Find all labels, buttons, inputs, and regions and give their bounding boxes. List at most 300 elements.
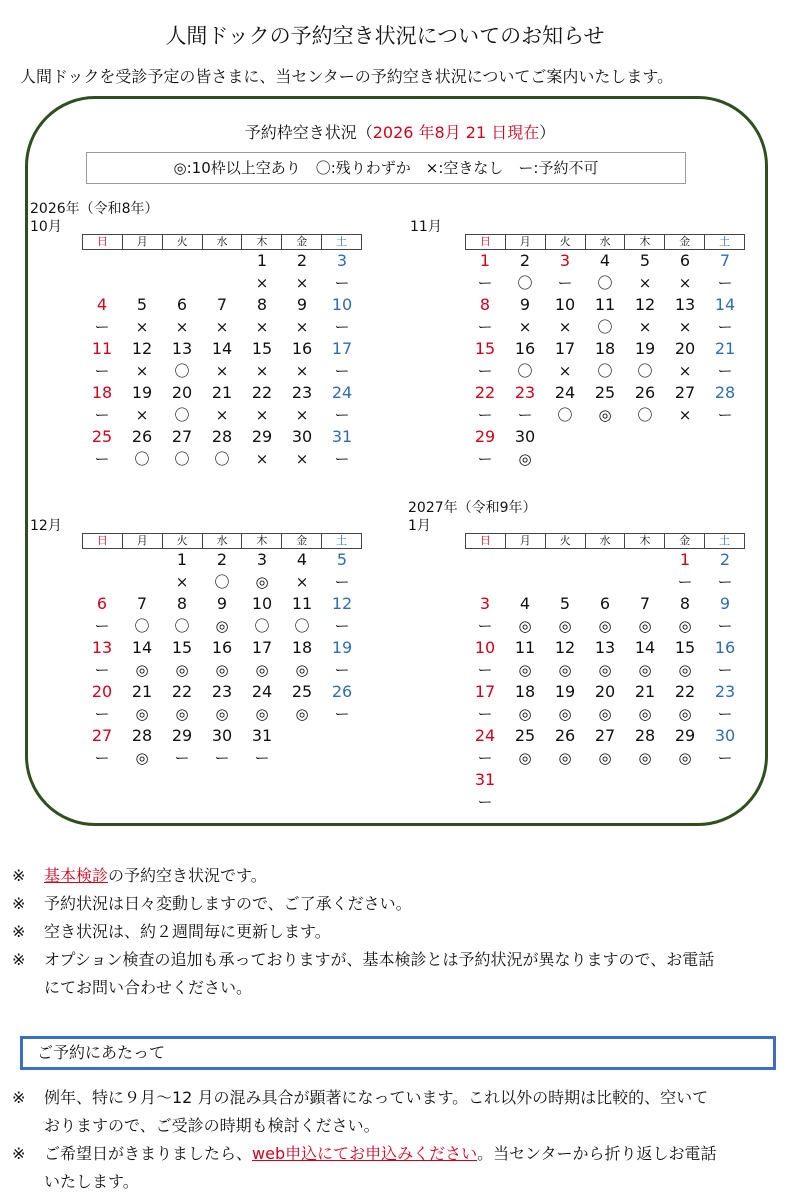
calendar-week: [82, 250, 362, 294]
note-2: [12, 890, 714, 918]
availability-status: ー: [477, 705, 493, 723]
availability-status: ◎: [215, 661, 229, 679]
day-number: 25: [594, 383, 616, 402]
note-2-text: 予約状況は日々変動しますので、ご了承ください。: [44, 894, 412, 913]
booking-note-2: [12, 1140, 797, 1168]
availability-status: ー: [94, 318, 110, 336]
day-number: [705, 426, 745, 448]
day-number: 8: [256, 295, 268, 314]
weekday-label: 月: [122, 235, 162, 249]
page-title: 人間ドックの予約空き状況についてのお知らせ: [165, 24, 605, 48]
availability-status: ◎: [255, 661, 269, 679]
day-number: 18: [91, 383, 113, 402]
availability-status: [705, 791, 745, 813]
weekday-label: 日: [96, 235, 108, 248]
availability-status: 〇: [134, 450, 150, 468]
day-number: 29: [474, 427, 496, 446]
day-number: 21: [634, 682, 656, 701]
day-number: 4: [599, 251, 611, 270]
weekday-label: 月: [505, 235, 545, 249]
day-number: 15: [474, 339, 496, 358]
availability-status: [625, 448, 665, 470]
availability-status: ×: [215, 406, 229, 424]
note-3: [12, 918, 714, 946]
availability-status: [505, 571, 545, 593]
availability-status: ◎: [638, 705, 652, 723]
weekday-header: [465, 533, 745, 549]
note-mark: ※: [12, 922, 26, 941]
availability-status: ◎: [558, 749, 572, 767]
availability-status: ×: [175, 318, 189, 336]
weekday-label: 土: [704, 235, 744, 249]
day-number: 3: [336, 251, 348, 270]
availability-status: ×: [678, 362, 692, 380]
availability-status: [585, 571, 625, 593]
availability-status: ー: [717, 661, 733, 679]
availability-status: ◎: [135, 705, 149, 723]
day-number: 25: [514, 726, 536, 745]
availability-status: ー: [477, 793, 493, 811]
notes-section: [12, 862, 714, 1002]
availability-status: ×: [255, 450, 269, 468]
calendar-week: [82, 549, 362, 593]
day-number: 9: [296, 295, 308, 314]
calendar-week: [82, 294, 362, 338]
booking-heading: ご予約にあたって: [20, 1036, 776, 1070]
availability-status: 〇: [637, 362, 653, 380]
availability-status: ×: [255, 274, 269, 292]
day-number: [625, 769, 665, 791]
availability-status: ×: [215, 318, 229, 336]
availability-status: ー: [477, 661, 493, 679]
weekday-label: 水: [202, 235, 242, 249]
booking-note-1-text: 例年、特に９月～12 月の混み具合が顕著になっています。これ以外の時期は比較的、空いて: [44, 1088, 709, 1107]
availability-status: ◎: [215, 705, 229, 723]
day-number: 19: [554, 682, 576, 701]
availability-status: 〇: [174, 617, 190, 635]
day-number: 31: [251, 726, 273, 745]
note-mark: ※: [12, 894, 26, 913]
day-number: 15: [674, 638, 696, 657]
availability-status: ◎: [598, 406, 612, 424]
availability-status: ◎: [558, 661, 572, 679]
availability-status: ×: [215, 362, 229, 380]
availability-status: ×: [295, 450, 309, 468]
availability-status: ー: [334, 617, 350, 635]
day-number: 28: [131, 726, 153, 745]
calendar-december: [82, 533, 362, 769]
note-4-text-cont: にてお問い合わせください。: [44, 978, 253, 997]
calendar-november: [465, 234, 745, 470]
day-number: 13: [171, 339, 193, 358]
day-number: 10: [251, 594, 273, 613]
calendar-week: [465, 725, 745, 769]
booking-note-1-cont: [12, 1112, 797, 1140]
day-number: 9: [719, 594, 731, 613]
day-number: 11: [291, 594, 313, 613]
availability-status: [122, 571, 162, 593]
availability-status: 〇: [637, 406, 653, 424]
day-number: 17: [474, 682, 496, 701]
note-mark: ※: [12, 1144, 26, 1163]
availability-status: ◎: [175, 705, 189, 723]
day-number: 9: [519, 295, 531, 314]
day-number: 22: [251, 383, 273, 402]
availability-status: [82, 571, 122, 593]
day-number: 23: [291, 383, 313, 402]
availability-status: 〇: [214, 573, 230, 591]
year-label-2027: 2027年（令和9年）: [408, 500, 537, 516]
availability-status: [465, 571, 505, 593]
calendar-week: [82, 593, 362, 637]
day-number: 25: [91, 427, 113, 446]
availability-status: [82, 272, 122, 294]
calendar-week: [82, 382, 362, 426]
note-1: [12, 862, 714, 890]
day-number: 23: [514, 383, 536, 402]
day-number: 5: [559, 594, 571, 613]
availability-status: 〇: [557, 406, 573, 424]
day-number: 13: [594, 638, 616, 657]
availability-status: ー: [94, 705, 110, 723]
availability-status: ×: [255, 406, 269, 424]
availability-status: 〇: [517, 274, 533, 292]
day-number: 22: [674, 682, 696, 701]
weekday-label: 日: [479, 534, 491, 547]
status-heading-suffix: ）: [539, 123, 556, 142]
day-number: 14: [634, 638, 656, 657]
availability-status: ◎: [518, 450, 532, 468]
day-number: 19: [331, 638, 353, 657]
booking-notes: [12, 1084, 797, 1196]
availability-status: ー: [717, 318, 733, 336]
availability-status: [625, 571, 665, 593]
day-number: 12: [634, 295, 656, 314]
availability-status: ×: [255, 362, 269, 380]
availability-status: [585, 791, 625, 813]
availability-status: [585, 448, 625, 470]
availability-status: ×: [135, 406, 149, 424]
calendar-week: [465, 593, 745, 637]
availability-status: ◎: [558, 617, 572, 635]
note-4-text: オプション検査の追加も承っておりますが、基本検診とは予約状況が異なりますので、お電話: [44, 950, 715, 969]
web-application-link[interactable]: web申込にてお申込みください: [252, 1144, 478, 1163]
availability-status: ー: [334, 274, 350, 292]
day-number: 7: [639, 594, 651, 613]
availability-status: ◎: [638, 617, 652, 635]
calendar-week: [465, 294, 745, 338]
day-number: 11: [91, 339, 113, 358]
day-number: 24: [474, 726, 496, 745]
calendar-october: [82, 234, 362, 470]
availability-status: 〇: [597, 318, 613, 336]
day-number: [625, 549, 665, 571]
day-number: 10: [331, 295, 353, 314]
day-number: 30: [514, 427, 536, 446]
day-number: 6: [679, 251, 691, 270]
weekday-label: 月: [505, 534, 545, 548]
availability-status: 〇: [517, 362, 533, 380]
calendar-week: [82, 681, 362, 725]
availability-status: ◎: [215, 617, 229, 635]
day-number: 3: [479, 594, 491, 613]
calendar-week: [465, 681, 745, 725]
calendar-week: [82, 338, 362, 382]
day-number: 3: [559, 251, 571, 270]
day-number: 4: [296, 550, 308, 569]
day-number: [82, 549, 122, 571]
day-number: 10: [554, 295, 576, 314]
weekday-header: [82, 533, 362, 549]
availability-status: ×: [558, 362, 572, 380]
month-label-dec: 12月: [30, 518, 62, 534]
availability-status: ◎: [255, 705, 269, 723]
calendar-week: [82, 637, 362, 681]
availability-status: ー: [477, 450, 493, 468]
availability-status: ー: [677, 573, 693, 591]
availability-status: ー: [557, 274, 573, 292]
calendar-week: [82, 426, 362, 470]
month-label-jan: 1月: [408, 518, 431, 534]
calendar-week: [465, 250, 745, 294]
weekday-label: 土: [321, 534, 361, 548]
status-heading-prefix: 予約枠空き状況（: [244, 123, 373, 142]
day-number: 18: [594, 339, 616, 358]
day-number: 7: [136, 594, 148, 613]
availability-status: ◎: [678, 749, 692, 767]
day-number: [505, 769, 545, 791]
availability-status: ×: [638, 318, 652, 336]
availability-status: ー: [477, 318, 493, 336]
availability-status: [282, 747, 322, 769]
availability-status: ー: [717, 573, 733, 591]
availability-status: ×: [295, 406, 309, 424]
availability-status: ー: [214, 749, 230, 767]
availability-status: ー: [334, 318, 350, 336]
availability-status: ×: [295, 274, 309, 292]
day-number: 14: [211, 339, 233, 358]
availability-status: [122, 272, 162, 294]
availability-status: 〇: [254, 617, 270, 635]
weekday-label: 木: [241, 534, 281, 548]
day-number: 18: [514, 682, 536, 701]
calendar-week: [465, 637, 745, 681]
availability-status: ×: [678, 318, 692, 336]
day-number: 1: [256, 251, 268, 270]
weekday-label: 金: [281, 235, 321, 249]
availability-status: 〇: [597, 362, 613, 380]
day-number: [505, 549, 545, 571]
availability-status: ー: [517, 406, 533, 424]
availability-status: ー: [717, 705, 733, 723]
availability-status: 〇: [214, 450, 230, 468]
weekday-label: 木: [624, 534, 664, 548]
weekday-label: 火: [162, 534, 202, 548]
day-number: 2: [519, 251, 531, 270]
availability-status: ×: [678, 274, 692, 292]
day-number: [282, 725, 322, 747]
day-number: 29: [171, 726, 193, 745]
day-number: 16: [714, 638, 736, 657]
day-number: 30: [291, 427, 313, 446]
day-number: 30: [714, 726, 736, 745]
day-number: 24: [554, 383, 576, 402]
day-number: [122, 549, 162, 571]
availability-status: ◎: [518, 705, 532, 723]
booking-note-2-post: 。当センターから折り返しお電話: [477, 1144, 717, 1163]
availability-status: ×: [135, 362, 149, 380]
calendar-week: [465, 549, 745, 593]
day-number: [585, 549, 625, 571]
weekday-label: 火: [545, 534, 585, 548]
day-number: 26: [554, 726, 576, 745]
availability-status: ◎: [638, 661, 652, 679]
availability-status: [665, 448, 705, 470]
availability-status: ◎: [135, 661, 149, 679]
day-number: 25: [291, 682, 313, 701]
day-number: 1: [479, 251, 491, 270]
weekday-label: 水: [202, 534, 242, 548]
day-number: 20: [674, 339, 696, 358]
day-number: 27: [674, 383, 696, 402]
availability-status: ー: [717, 617, 733, 635]
availability-status: ×: [638, 274, 652, 292]
availability-status: ◎: [518, 661, 532, 679]
availability-status: ー: [334, 573, 350, 591]
day-number: 6: [599, 594, 611, 613]
day-number: [545, 769, 585, 791]
availability-status: ×: [175, 573, 189, 591]
availability-status: [705, 448, 745, 470]
day-number: 29: [251, 427, 273, 446]
availability-status: ー: [94, 749, 110, 767]
availability-status: ー: [94, 362, 110, 380]
booking-note-2-text-cont: いたします。: [44, 1172, 139, 1191]
availability-status: ◎: [638, 749, 652, 767]
day-number: 8: [679, 594, 691, 613]
day-number: 8: [176, 594, 188, 613]
day-number: 12: [554, 638, 576, 657]
day-number: 11: [594, 295, 616, 314]
day-number: 3: [256, 550, 268, 569]
day-number: 23: [714, 682, 736, 701]
day-number: 21: [714, 339, 736, 358]
day-number: 5: [336, 550, 348, 569]
day-number: 11: [514, 638, 536, 657]
availability-status: ×: [295, 318, 309, 336]
availability-status: ー: [94, 450, 110, 468]
day-number: [585, 769, 625, 791]
availability-status: ー: [174, 749, 190, 767]
day-number: 26: [634, 383, 656, 402]
day-number: 1: [176, 550, 188, 569]
day-number: 15: [171, 638, 193, 657]
day-number: 6: [176, 295, 188, 314]
availability-status: ×: [135, 318, 149, 336]
note-mark: ※: [12, 866, 26, 885]
availability-status: ー: [334, 362, 350, 380]
weekday-label: 金: [664, 235, 704, 249]
availability-status: ー: [334, 406, 350, 424]
calendar-week: [465, 382, 745, 426]
availability-status: [625, 791, 665, 813]
weekday-label: 火: [545, 235, 585, 249]
day-number: [162, 250, 202, 272]
month-label-nov: 11月: [410, 219, 442, 235]
day-number: 14: [131, 638, 153, 657]
day-number: 2: [719, 550, 731, 569]
day-number: 30: [211, 726, 233, 745]
note-1-text: の予約空き状況です。: [108, 866, 267, 885]
availability-status: ◎: [678, 661, 692, 679]
weekday-label: 金: [281, 534, 321, 548]
availability-status: ◎: [678, 705, 692, 723]
day-number: 26: [331, 682, 353, 701]
day-number: 19: [131, 383, 153, 402]
day-number: 31: [331, 427, 353, 446]
day-number: 12: [331, 594, 353, 613]
weekday-header: [82, 234, 362, 250]
day-number: [202, 250, 242, 272]
weekday-label: 日: [96, 534, 108, 547]
availability-status: ◎: [598, 661, 612, 679]
day-number: 29: [674, 726, 696, 745]
day-number: 18: [291, 638, 313, 657]
availability-status: ー: [477, 617, 493, 635]
availability-status: ×: [295, 573, 309, 591]
weekday-label: 木: [624, 235, 664, 249]
weekday-label: 月: [122, 534, 162, 548]
availability-status: ー: [477, 274, 493, 292]
calendar-week: [82, 725, 362, 769]
weekday-label: 水: [585, 534, 625, 548]
availability-status: ー: [334, 450, 350, 468]
day-number: [665, 769, 705, 791]
day-number: 20: [91, 682, 113, 701]
weekday-label: 日: [479, 235, 491, 248]
day-number: 16: [291, 339, 313, 358]
day-number: 9: [216, 594, 228, 613]
availability-status: [322, 747, 362, 769]
day-number: [82, 250, 122, 272]
availability-status: ◎: [295, 705, 309, 723]
availability-status: [505, 791, 545, 813]
availability-status: ×: [678, 406, 692, 424]
day-number: [545, 549, 585, 571]
availability-status: ◎: [598, 617, 612, 635]
day-number: 1: [679, 550, 691, 569]
note-mark: ※: [12, 1088, 26, 1107]
availability-status: ×: [295, 362, 309, 380]
availability-status: ー: [717, 362, 733, 380]
basic-checkup-link[interactable]: 基本検診: [44, 866, 109, 885]
day-number: [322, 725, 362, 747]
day-number: 22: [171, 682, 193, 701]
availability-status: ー: [477, 749, 493, 767]
intro-text: 人間ドックを受診予定の皆さまに、当センターの予約空き状況についてご案内いたします。: [20, 67, 674, 86]
day-number: 28: [634, 726, 656, 745]
day-number: 2: [296, 251, 308, 270]
availability-status: 〇: [597, 274, 613, 292]
calendar-week: [465, 769, 745, 813]
day-number: 2: [216, 550, 228, 569]
day-number: 27: [594, 726, 616, 745]
day-number: 31: [474, 770, 496, 789]
day-number: 5: [639, 251, 651, 270]
weekday-label: 水: [585, 235, 625, 249]
booking-note-1: [12, 1084, 797, 1112]
booking-note-1-text-cont: おりますので、ご受診の時期も検討ください。: [44, 1116, 380, 1135]
